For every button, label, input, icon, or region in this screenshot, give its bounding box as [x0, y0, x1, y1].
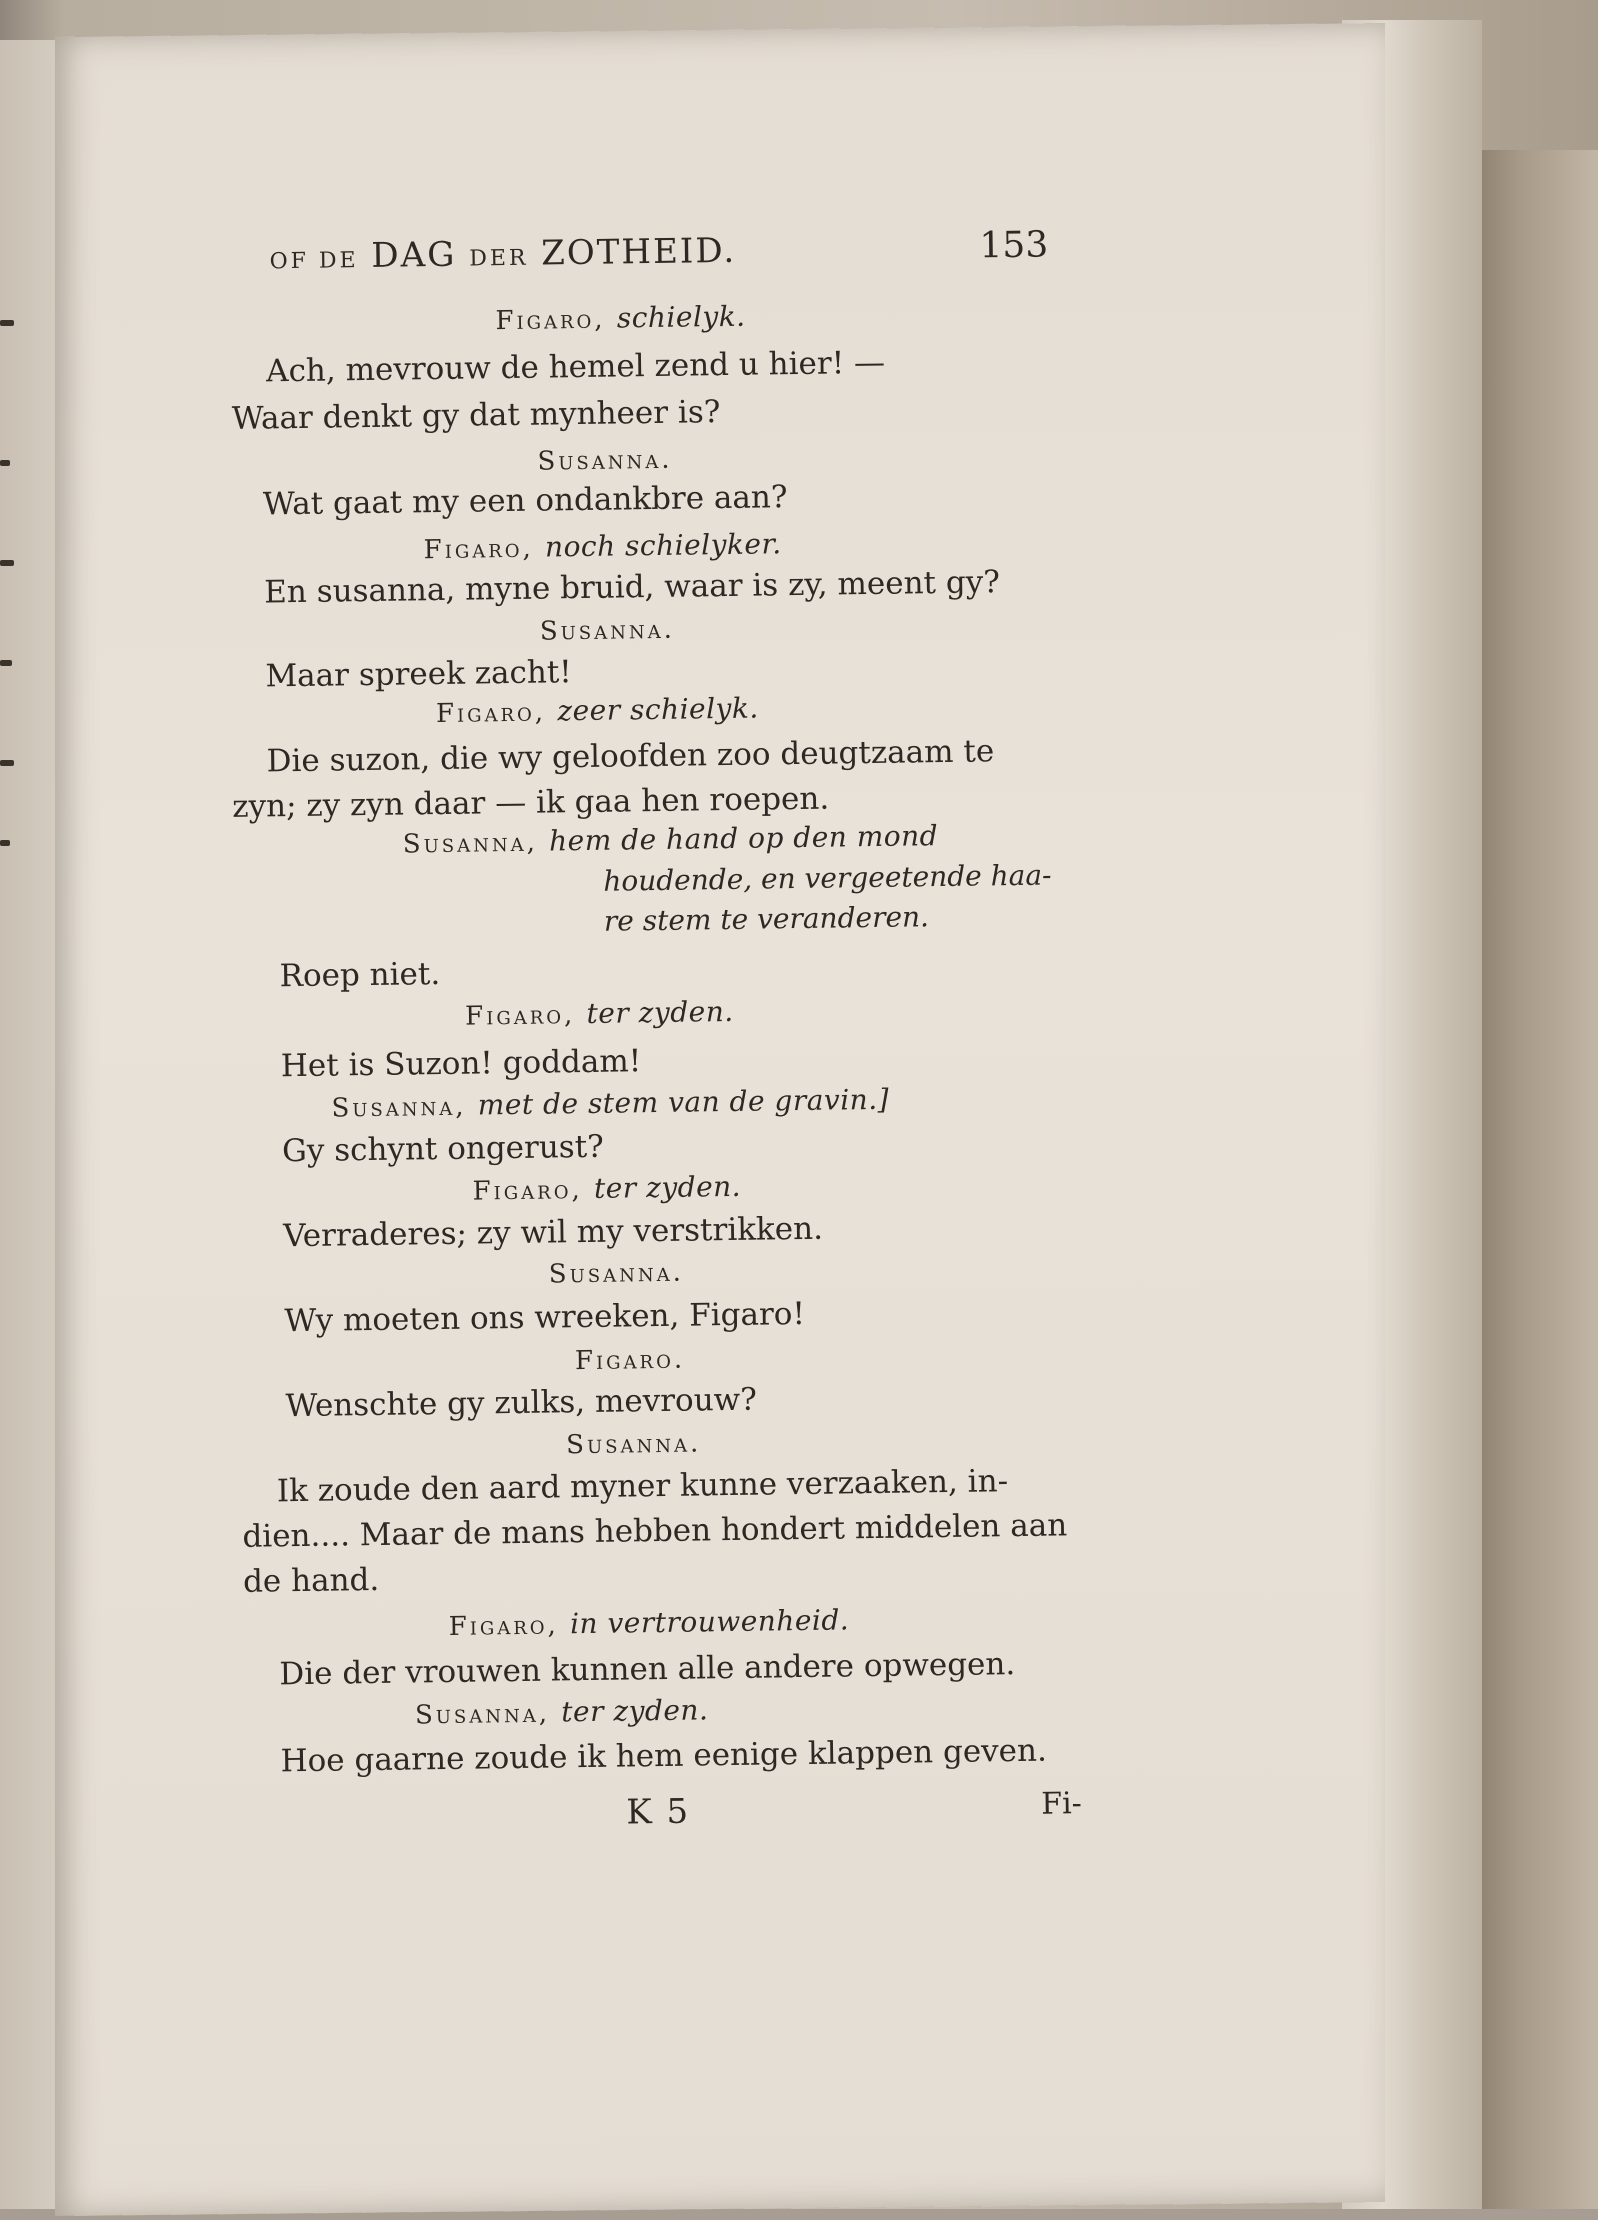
signature-mark: K 5 [626, 1791, 691, 1833]
speaker-heading [472, 1171, 741, 1208]
speaker-name: Figaro, [435, 697, 547, 730]
speaker-heading [566, 1427, 702, 1461]
stage-direction: schielyk. [616, 299, 746, 335]
dialogue-line: Hoe gaarne zoude ik hem eenige klappen geven. [280, 1732, 1048, 1780]
speaker-heading [403, 820, 939, 860]
dialogue-line: Wenschte gy zulks, mevrouw? [285, 1381, 758, 1425]
dialogue-line: dien.... Maar de mans hebben hondert middelen aan [242, 1507, 1068, 1555]
speaker-name: Figaro. [574, 1344, 686, 1377]
speaker-name: Figaro, [472, 1175, 583, 1207]
stage-direction: ter zyden. [561, 1693, 709, 1729]
stage-direction: noch schielyker. [544, 527, 782, 564]
speaker-heading [465, 996, 734, 1033]
dialogue-line: Wy moeten ons wreeken, Figaro! [284, 1295, 806, 1340]
page-number: 153 [979, 224, 1049, 267]
catchword: Fi- [1041, 1786, 1083, 1822]
dialogue-line: Gy schynt ongerust? [281, 1128, 605, 1170]
dialogue-line: Roep niet. [279, 956, 441, 995]
speaker-name: Figaro, [423, 533, 534, 566]
speaker-heading [448, 1604, 849, 1643]
running-head-word: DER [469, 245, 529, 272]
stage-direction: met de stem van de gravin.] [477, 1082, 890, 1122]
dialogue-line: En susanna, myne bruid, waar is zy, meent gy? [264, 564, 1001, 611]
speaker-heading [436, 693, 759, 731]
speaker-name: Susanna, [402, 827, 539, 860]
dialogue-line: Verraderes; zy wil my verstrikken. [282, 1210, 824, 1255]
dialogue-line: Maar spreek zacht! [265, 654, 572, 695]
speaker-name: Susanna. [548, 1257, 685, 1290]
dialogue-line: Die suzon, die wy geloofden zoo deugtzaam te [266, 733, 995, 780]
speaker-name: Figaro, [448, 1610, 560, 1642]
stage-direction-continued: re stem te veranderen. [603, 900, 930, 938]
speaker-heading [331, 1084, 889, 1125]
stage-direction: ter zyden. [586, 994, 734, 1030]
dialogue-line: Die der vrouwen kunnen alle andere opwegen. [279, 1646, 1016, 1693]
stage-direction: in vertrouwenheid. [569, 1603, 850, 1641]
speaker-name: Susanna. [537, 444, 673, 477]
stage-direction: zeer schielyk. [557, 691, 759, 728]
speaker-heading [537, 444, 673, 478]
stage-direction-continued: houdende, en vergeetende haa- [603, 858, 1052, 898]
dialogue-line: Wat gaat my een ondankbre aan? [262, 479, 788, 523]
speaker-name: Susanna. [565, 1428, 702, 1461]
speaker-name: Susanna. [539, 614, 676, 647]
speaker-name: Figaro, [464, 1000, 576, 1032]
speaker-heading [495, 301, 746, 337]
dialogue-line: de hand. [242, 1561, 380, 1600]
running-head-prefix: OF DE [269, 248, 359, 275]
speaker-name: Susanna, [331, 1091, 467, 1124]
dialogue-line: Ach, mevrouw de hemel zend u hier! — [265, 344, 886, 390]
running-head-word: ZOTHEID. [540, 230, 737, 274]
dialogue-line: Ik zoude den aard myner kunne verzaaken, in- [276, 1463, 1009, 1510]
speaker-heading [575, 1344, 686, 1378]
stage-direction: ter zyden. [593, 1169, 742, 1205]
stage-direction: hem de hand op den mond [548, 819, 939, 858]
dialogue-line: Waar denkt gy dat mynheer is? [231, 394, 721, 437]
speaker-name: Figaro, [495, 304, 606, 337]
running-head-word: DAG [371, 234, 457, 276]
speaker-heading [540, 614, 676, 648]
speaker-heading [549, 1257, 685, 1291]
dialogue-line: zyn; zy zyn daar — ik gaa hen roepen. [231, 780, 830, 825]
speaker-heading [415, 1694, 709, 1731]
speaker-heading [423, 528, 781, 566]
running-head [269, 231, 736, 278]
dialogue-line: Het is Suzon! goddam! [280, 1043, 642, 1085]
speaker-name: Susanna, [414, 1698, 551, 1731]
